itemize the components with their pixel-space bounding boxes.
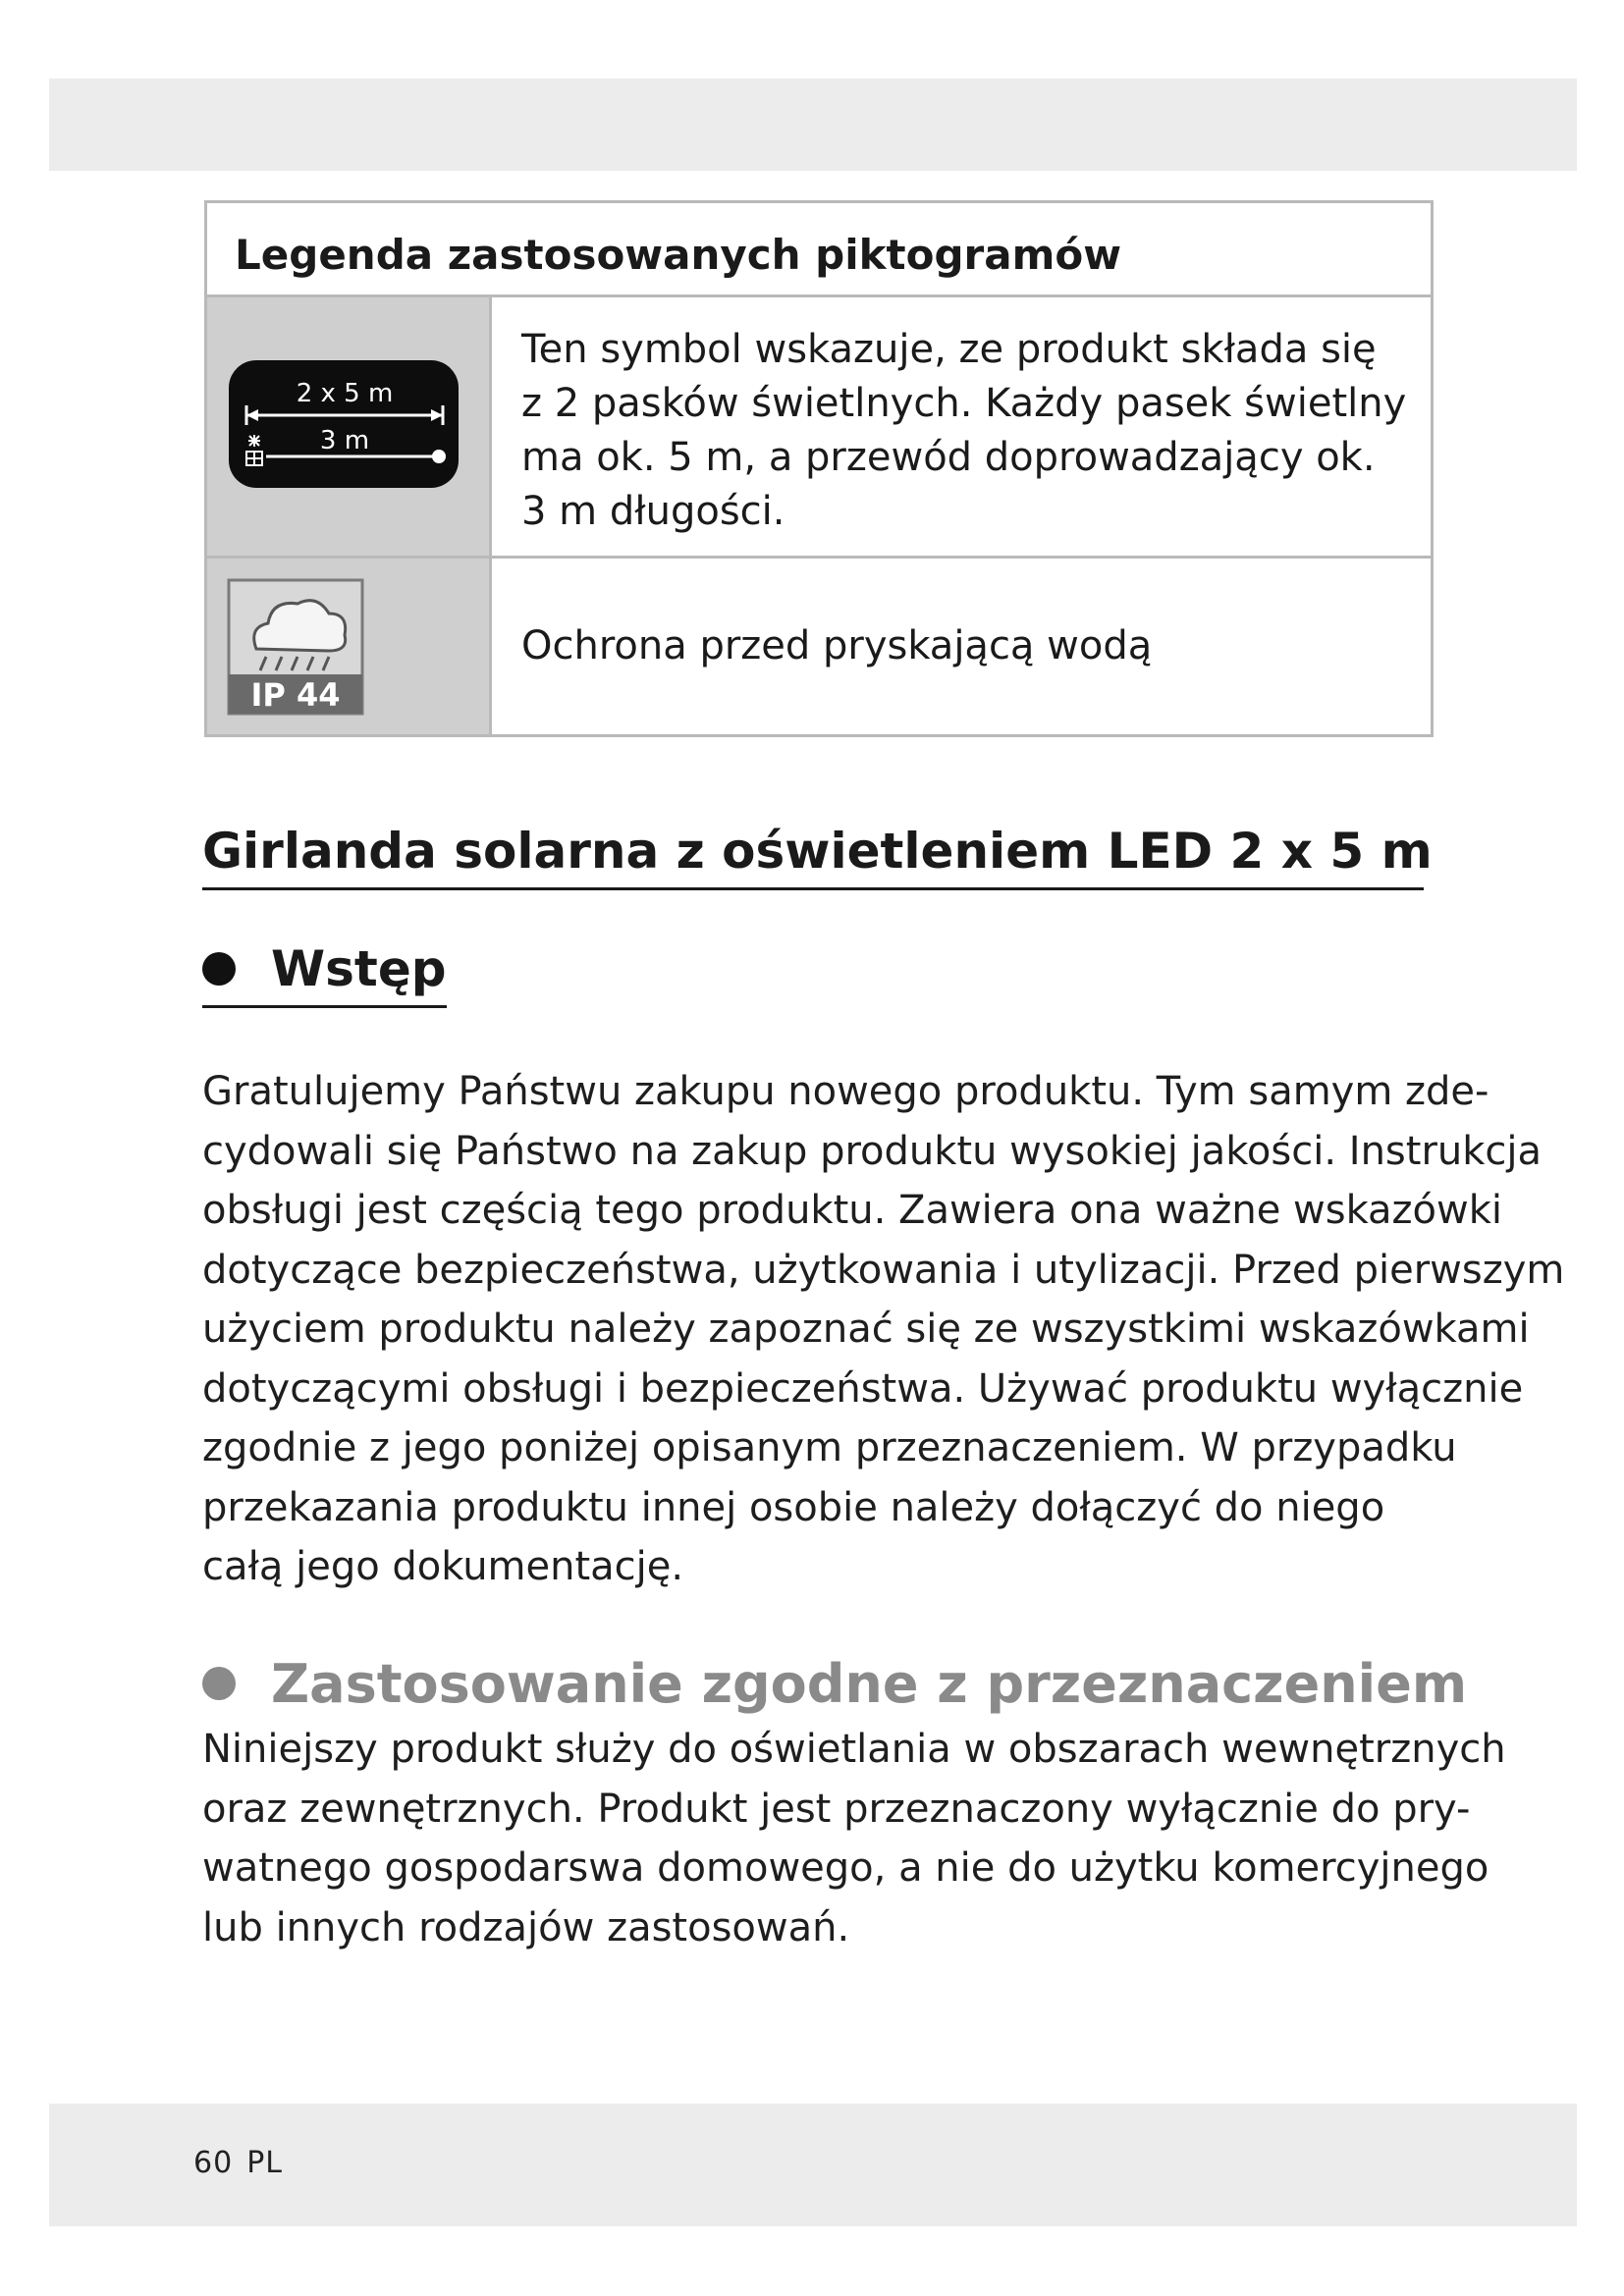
paragraph-line: cydowali się Państwo na zakup produktu wysokiej jakości. Instrukcja — [202, 1128, 1543, 1174]
paragraph-line: zgodnie z jego poniżej opisanym przeznaczeniem. W przypadku — [202, 1425, 1457, 1470]
legend-text-line: Ochrona przed pryskającą wodą — [521, 623, 1153, 668]
intro-heading — [202, 940, 447, 1008]
bullet-icon — [202, 1667, 236, 1700]
paragraph-line: watnego gospodarswa domowego, a nie do użytku komercyjnego — [202, 1845, 1489, 1891]
legend-header: Legenda zastosowanych piktogramów — [207, 203, 1431, 297]
paragraph-line: oraz zewnętrznych. Produkt jest przeznaczony wyłącznie do pry- — [202, 1786, 1471, 1832]
paragraph-line: użyciem produktu należy zapoznać się ze wszystkimi wskazówkami — [202, 1307, 1530, 1352]
paragraph-line: Niniejszy produkt służy do oświetlania w obszarach wewnętrznych — [202, 1727, 1506, 1772]
cable-lead-length-label: 3 m — [319, 426, 370, 455]
paragraph-line: dotyczącymi obsługi i bezpieczeństwa. Używać produktu wyłącznie — [202, 1365, 1524, 1412]
pictogram-legend-table — [204, 200, 1434, 737]
paragraph-line: obsługi jest częścią tego produktu. Zawiera ona ważne wskazówki — [202, 1188, 1503, 1233]
ip44-label: IP 44 — [250, 676, 341, 714]
paragraph-line: przekazania produktu innej osobie należy dołączyć do niego — [202, 1484, 1385, 1530]
cable-length-icon — [227, 358, 460, 490]
legend-text-line: Ten symbol wskazuje, ze produkt składa się — [521, 327, 1377, 372]
legend-row-ip44 — [207, 559, 1431, 734]
page-footer — [193, 2146, 297, 2180]
bullet-icon — [202, 952, 236, 986]
page-number: 60 — [193, 2146, 234, 2180]
cable-strip-length-label: 2 x 5 m — [296, 379, 394, 408]
intro-paragraph — [202, 1062, 1565, 1597]
intended-use-heading-text: Zastosowanie zgodne z przeznaczeniem — [271, 1653, 1468, 1715]
intro-heading-text: Wstęp — [271, 940, 447, 997]
legend-text-line: z 2 pasków świetlnych. Każdy pasek świetlny — [521, 381, 1407, 426]
intended-use-heading — [202, 1653, 1467, 1715]
header-band — [49, 79, 1577, 171]
paragraph-line: całą jego dokumentację. — [202, 1544, 684, 1589]
legend-text-line: ma ok. 5 m, a przewód doprowadzający ok. — [521, 435, 1376, 480]
legend-row-cable — [207, 297, 1431, 559]
legend-text-cell — [492, 559, 1431, 734]
product-title: Girlanda solarna z oświetleniem LED 2 x 5 m — [202, 823, 1424, 890]
legend-text-cell — [492, 297, 1431, 556]
paragraph-line: lub innych rodzajów zastosowań. — [202, 1904, 850, 1950]
ip44-icon — [227, 578, 364, 716]
legend-icon-cell — [207, 559, 492, 734]
paragraph-line: Gratulujemy Państwu zakupu nowego produktu. Tym samym zde- — [202, 1069, 1489, 1114]
paragraph-line: dotyczące bezpieczeństwa, użytkowania i utylizacji. Przed pierwszym — [202, 1247, 1565, 1293]
legend-icon-cell — [207, 297, 492, 556]
intended-use-paragraph — [202, 1720, 1506, 1957]
language-code: PL — [246, 2146, 283, 2180]
legend-text-line: 3 m długości. — [521, 489, 785, 534]
